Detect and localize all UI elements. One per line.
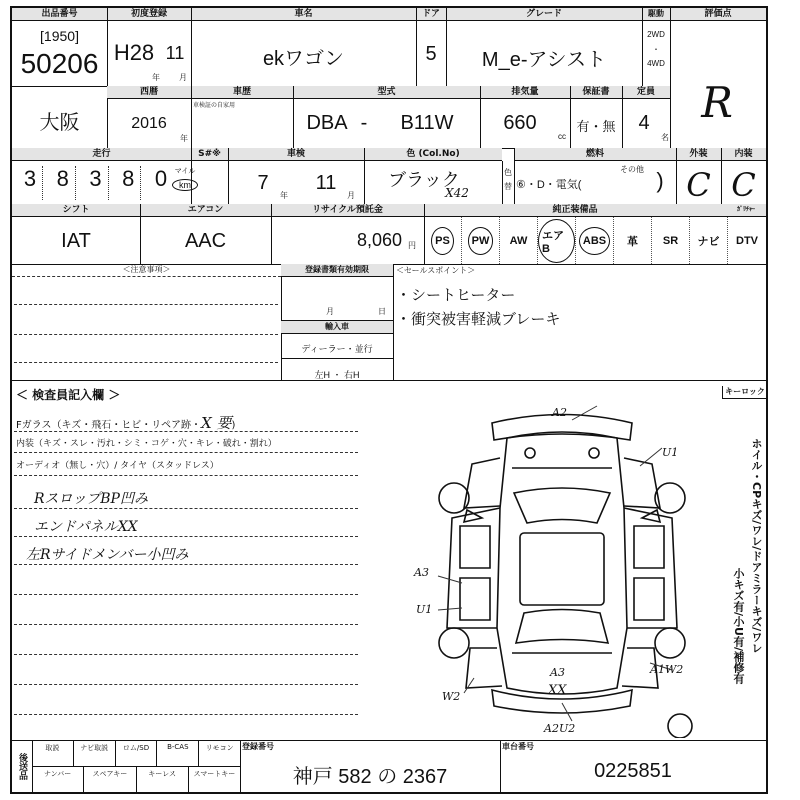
glass-line (16, 412, 235, 433)
car-diagram (412, 398, 712, 738)
mileage-digit: 3 (18, 166, 43, 200)
interior-value: C (731, 166, 756, 204)
ac-label: エアコン (140, 204, 271, 217)
capacity-unit: 名 (661, 133, 669, 142)
equipment-item-label: SR (662, 234, 679, 247)
chassis-label: 車台番号 (502, 742, 534, 751)
equipment-item (652, 217, 690, 264)
equipment-item-label: PW (468, 227, 494, 255)
keylock-label: キーロック (722, 386, 767, 399)
grade-label: グレード (446, 8, 642, 21)
delivery-items-row1 (32, 740, 240, 766)
warranty-value: 有・無 (576, 119, 616, 134)
equipment-item-label: 革 (627, 235, 638, 248)
shaken-label: 車検 (228, 148, 364, 161)
mile-unit: マイル (174, 168, 196, 175)
equipment-item-label: DTV (736, 234, 758, 247)
delivery-item: リモコン (205, 744, 234, 752)
mileage-digit: 8 (116, 166, 141, 200)
audio-line: オーディオ（無し・穴）/ タイヤ（スタッドレス） (16, 461, 219, 471)
guarantee-label: ｶﾞﾘﾁｬｰ (726, 204, 766, 217)
first-reg-label: 初度登録 (107, 8, 191, 21)
sw-label: S#※ (191, 148, 228, 161)
mileage-digits (18, 166, 173, 200)
mark-u1-left: U1 (416, 603, 433, 616)
warranty-label: 保証書 (570, 86, 622, 99)
reg-no-value: 神戸 582 の 2367 (292, 766, 448, 788)
interior-line: 内装（キズ・スレ・汚れ・シミ・コゲ・穴・キレ・破れ・割れ） (16, 439, 277, 449)
mark-a3-left: A3 (414, 566, 429, 579)
month-unit: 月 (179, 73, 187, 82)
recycle-unit: 円 (408, 241, 416, 250)
caution-label: ＜注意事項＞ (12, 264, 281, 277)
shaken-month-unit: 月 (347, 191, 355, 200)
first-reg-era: H28 (113, 40, 155, 65)
mileage-label: 走行 (12, 148, 191, 161)
mark-xx-rear: XX (548, 683, 567, 698)
reg-no-label: 登録番号 (242, 742, 274, 751)
displacement-value: 660 (503, 112, 537, 134)
auction-sheet (10, 6, 768, 794)
inspector-title: ＜ 検査員記入欄 ＞ (16, 388, 121, 402)
equipment-item-label: ナビ (697, 235, 720, 248)
sales-point: ・衝突被害軽減ブレーキ (396, 310, 561, 328)
model-dash: - (360, 112, 368, 134)
first-reg-month: 11 (165, 43, 185, 63)
exterior-label: 外装 (676, 148, 721, 161)
drive-4wd: 4WD (647, 59, 665, 68)
delivery-items-row2 (32, 766, 240, 792)
delivery-item: スペアキー (84, 766, 136, 792)
drive-dot: ・ (652, 45, 660, 54)
car-name: ekワゴン (262, 48, 345, 70)
equipment-item-label: エアB (538, 219, 575, 263)
equipment-item (538, 217, 576, 264)
fuel-value: ⑥・D・電気( (516, 179, 582, 191)
equipment-item-label: PS (431, 227, 454, 255)
drive-label: 駆動 (642, 8, 670, 21)
displacement-unit: cc (558, 132, 566, 141)
equipment-item (424, 217, 462, 264)
equipment-label: 純正装備品 (424, 204, 726, 217)
mark-a1w2: A1W2 (650, 663, 684, 676)
delivery-label: 後送品 (17, 752, 27, 780)
import-label: 輸入車 (281, 320, 393, 334)
equipment-item (614, 217, 652, 264)
lot-number: 50206 (20, 48, 99, 79)
shaken-month: 11 (315, 172, 337, 194)
delivery-item: スマートキー (193, 770, 236, 778)
equipment-item-label: ABS (579, 227, 610, 255)
side-text-2: 小キズ有/小U有/補修有 (732, 568, 745, 684)
glass-text: Fガラス（キズ・飛石・ヒビ・リペア跡・ (16, 420, 202, 431)
docs-month-unit: 月 (326, 307, 334, 316)
lot-sub-number: [1950] (40, 28, 79, 44)
docs-day-unit: 日 (378, 307, 386, 316)
delivery-item: ナビ取説 (74, 740, 116, 766)
glass-mark: X 要 (201, 414, 232, 432)
equipment-item (500, 217, 538, 264)
exterior-value: C (686, 166, 711, 204)
model-prefix: DBA (306, 112, 348, 134)
capacity-label: 定員 (622, 86, 670, 99)
recycle-label: リサイクル預託金 (271, 204, 424, 217)
door-label: ドア (416, 8, 446, 21)
mark-a2u2: A2U2 (544, 722, 576, 735)
delivery-item: ロム/SD (116, 740, 158, 766)
car-name-label: 車名 (191, 8, 416, 21)
side-text: ホイル・CPキズ/ワレ/ドアミラーキズ/ワレ (750, 438, 763, 654)
history-sub: 車検証の自家用 (193, 103, 236, 109)
model-code: B11W (400, 112, 454, 134)
year-unit: 年 (152, 73, 160, 82)
color-label: 色 (Col.No) (364, 148, 502, 161)
mark-a3-rear: A3 (550, 666, 565, 679)
mileage-digit: 8 (51, 166, 76, 200)
color-change-label: 色替 (504, 168, 512, 191)
displacement-label: 排気量 (480, 86, 570, 99)
shaken-year-unit: 年 (280, 191, 288, 200)
lot-label: 出品番号 (12, 8, 107, 21)
equipment-item (728, 217, 766, 264)
shaken-year: 7 (257, 172, 269, 194)
interior-label: 内装 (721, 148, 766, 161)
mark-u1-right: U1 (662, 446, 679, 459)
color-value: ブラック (388, 170, 460, 190)
fuel-label: 燃料 (514, 148, 676, 161)
fuel-close: ) (656, 168, 664, 193)
score-value: R (701, 78, 733, 127)
western-year: 2016 (131, 115, 167, 132)
fuel-other: その他 (620, 165, 644, 174)
mark-w2-left: W2 (442, 690, 461, 703)
door-count: 5 (425, 43, 437, 65)
equipment-row (424, 217, 766, 264)
equipment-item-label: AW (509, 234, 528, 247)
equipment-item (462, 217, 500, 264)
dealer-label: ディーラー・並行 (301, 344, 373, 354)
ac-value: AAC (184, 230, 227, 252)
sales-label: ＜セールスポイント＞ (396, 266, 476, 275)
km-unit: km (172, 179, 198, 191)
drive-2wd: 2WD (647, 30, 665, 39)
mileage-digit: 0 (154, 166, 168, 191)
equipment-item (576, 217, 614, 264)
area-value: 大阪 (39, 112, 80, 134)
western-unit: 年 (180, 134, 188, 143)
grade-value: M_e-アシスト (481, 49, 607, 71)
delivery-item: 取説 (32, 740, 74, 766)
equipment-item (690, 217, 728, 264)
shift-label: シフト (12, 204, 140, 217)
mileage-digit: 3 (84, 166, 109, 200)
docs-expiry-label: 登録書類有効期限 (281, 264, 393, 277)
western-label: 西暦 (107, 86, 191, 99)
shift-value: IAT (61, 230, 91, 252)
recycle-value: 8,060 (356, 230, 402, 250)
history-label: 車歴 (191, 86, 293, 99)
score-label: 評価点 (670, 8, 766, 21)
chassis-value: 0225851 (594, 760, 672, 782)
model-label: 型式 (293, 86, 480, 99)
sales-point: ・シートヒーター (396, 286, 516, 304)
mark-a2-top: A2 (552, 406, 567, 419)
delivery-item: B-CAS (157, 740, 199, 766)
capacity-value: 4 (638, 112, 650, 134)
handwritten-note: 左Rサイドメンバー小凹み (26, 547, 189, 563)
handwritten-note: RスロップBP凹み (34, 491, 148, 507)
color-code: X42 (445, 186, 469, 200)
glass-close: ) (231, 420, 236, 431)
delivery-item: キーレス (137, 766, 189, 792)
handwritten-note: エンドパネルXX (34, 519, 138, 535)
handle-label: 左H ・ 右H (314, 370, 360, 380)
delivery-item: ナンバー (32, 766, 84, 792)
